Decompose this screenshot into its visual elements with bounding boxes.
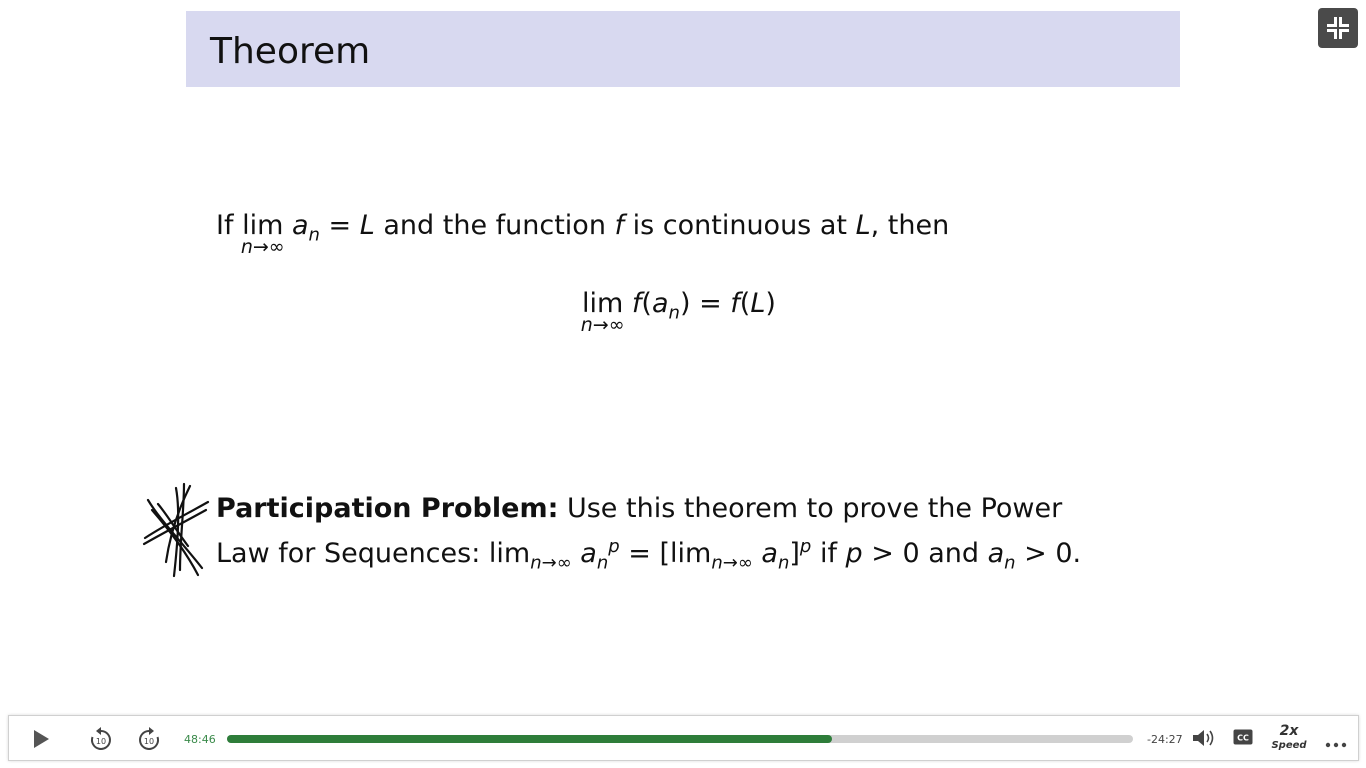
more-options-button[interactable]: [1325, 734, 1347, 753]
volume-button[interactable]: [1191, 727, 1217, 753]
lim-subscript: n→∞: [240, 236, 285, 258]
theorem-equation: [580, 288, 776, 336]
theorem-statement: [216, 210, 950, 258]
paren-open-2: (: [739, 288, 751, 319]
pp-sub-n-3: n: [1004, 552, 1016, 574]
rewind-10-icon: [89, 726, 113, 752]
lim-text-2: lim: [582, 288, 624, 319]
pp-var-a: a: [580, 538, 597, 569]
forward-10-icon: [137, 726, 161, 752]
var-f: f: [614, 210, 625, 241]
elapsed-time: 48:46: [184, 733, 216, 746]
more-icon: [1325, 741, 1347, 749]
var-f-eq: f: [631, 288, 642, 319]
pp-gt0-end: > 0.: [1015, 538, 1082, 569]
lim-text: lim: [242, 210, 284, 241]
text-and-the-function: and the function: [374, 210, 615, 241]
slide-title: Theorem: [210, 31, 371, 72]
volume-icon: [1191, 727, 1217, 749]
pp-lim-1: lim: [488, 538, 531, 569]
pp-sup-p-2: p: [799, 536, 812, 557]
var-L-2: L: [855, 210, 871, 241]
pp-var-a-2: a: [761, 538, 778, 569]
limit-operator: [240, 210, 285, 258]
pp-gt0: > 0 and: [862, 538, 988, 569]
pp-sup-p: p: [608, 536, 620, 557]
svg-text:10: 10: [143, 737, 155, 746]
pp-sub-n: n: [596, 552, 609, 574]
collapse-icon: [1326, 16, 1350, 40]
lim-subscript-2: n→∞: [580, 314, 625, 336]
exit-fullscreen-button[interactable]: [1318, 8, 1358, 48]
pp-lim-sub-1: n→∞: [530, 552, 572, 574]
var-L: L: [359, 210, 375, 241]
paren-open: (: [641, 288, 652, 319]
speed-label: Speed: [1271, 740, 1307, 751]
player-controls: [8, 715, 1359, 761]
remaining-time: -24:27: [1147, 733, 1183, 746]
text-if: If: [216, 210, 234, 241]
pp-var-p: p: [845, 538, 863, 569]
pp-equals: = [: [619, 538, 671, 569]
text-is-continuous-at: is continuous at: [624, 210, 856, 241]
var-L-eq: L: [750, 288, 766, 319]
var-a-eq: a: [651, 288, 669, 319]
handwritten-scribble: [140, 480, 215, 580]
speed-button[interactable]: [1267, 723, 1311, 753]
equals: =: [319, 210, 360, 241]
limit-operator-2: [580, 288, 625, 336]
captions-button[interactable]: [1233, 729, 1253, 749]
paren-close: ): [679, 288, 691, 319]
rewind-10-button[interactable]: [89, 726, 113, 756]
pp-bracket: ]: [789, 538, 800, 569]
participation-problem: [216, 490, 1116, 582]
text-then: , then: [870, 210, 950, 241]
pp-lim-2: lim: [670, 538, 712, 569]
play-icon: [31, 728, 51, 750]
progress-track[interactable]: [227, 735, 1133, 743]
slide-title-bar: [186, 11, 1180, 87]
sub-n-eq: n: [668, 302, 680, 324]
speed-value: 2x: [1279, 723, 1299, 739]
var-a: a: [291, 210, 309, 241]
pp-lim-sub-2: n→∞: [711, 552, 753, 574]
progress-fill: [227, 735, 832, 743]
svg-text:10: 10: [95, 737, 107, 746]
equals-eq: =: [690, 288, 731, 319]
pp-if: if: [811, 538, 846, 569]
participation-text: Use this theorem to prove the Power Law for Sequences:: [216, 493, 1063, 569]
paren-close-2: ): [765, 288, 776, 319]
forward-10-button[interactable]: [137, 726, 161, 756]
play-button[interactable]: [31, 728, 51, 754]
captions-icon: [1233, 729, 1253, 745]
var-f-eq-2: f: [730, 288, 740, 319]
pp-var-a-3: a: [987, 538, 1005, 569]
pp-sub-n-2: n: [777, 552, 790, 574]
svg-text:CC: CC: [1237, 733, 1249, 743]
participation-label: Participation Problem:: [216, 493, 559, 524]
sub-n: n: [308, 224, 320, 246]
